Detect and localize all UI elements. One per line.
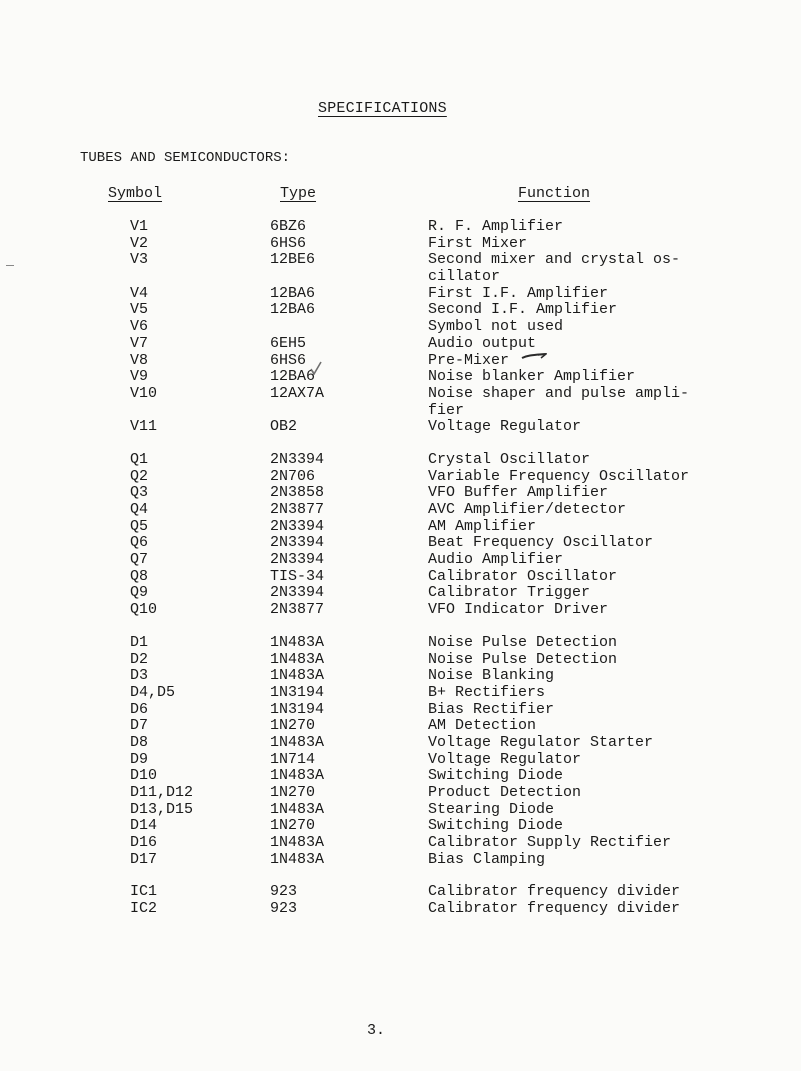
type-cell: 1N714 xyxy=(270,750,316,768)
table-row xyxy=(0,901,801,918)
type-cell: 923 xyxy=(270,900,298,918)
table-row xyxy=(0,585,801,602)
table-row xyxy=(0,685,801,702)
type-cell: 12BE6 xyxy=(270,251,316,269)
table-row xyxy=(0,735,801,752)
function-cell: Calibrator Supply Rectifier xyxy=(428,834,672,852)
symbol-cell: D2 xyxy=(130,650,149,668)
symbol-cell: V6 xyxy=(130,318,149,336)
table-row xyxy=(0,535,801,552)
table-row xyxy=(0,785,801,802)
table-row xyxy=(0,452,801,469)
symbol-cell: V1 xyxy=(130,218,149,235)
function-cell: R. F. Amplifier xyxy=(428,218,564,235)
type-cell: 1N270 xyxy=(270,784,316,802)
type-cell: 1N483A xyxy=(270,733,325,751)
function-cell: Switching Diode xyxy=(428,767,564,785)
type-cell: 1N483A xyxy=(270,650,325,668)
table-row xyxy=(0,802,801,819)
page-number: 3. xyxy=(367,1022,386,1039)
function-cell: Voltage Regulator Starter xyxy=(428,733,654,751)
type-cell: 1N483A xyxy=(270,834,325,852)
symbol-cell: V4 xyxy=(130,284,149,302)
type-cell: 2N3394 xyxy=(270,584,325,602)
table-row xyxy=(0,336,801,353)
function-cell: Noise blanker Amplifier xyxy=(428,368,636,386)
type-cell: 12BA6 xyxy=(270,301,316,319)
type-cell: 2N3858 xyxy=(270,484,325,502)
column-header-type: Type xyxy=(280,185,317,202)
table-row xyxy=(0,302,801,319)
symbol-cell: V8 xyxy=(130,351,149,369)
type-cell: 2N3394 xyxy=(270,517,325,535)
function-cell: Pre-Mixer xyxy=(428,351,510,369)
symbol-cell: D7 xyxy=(130,717,149,735)
table-row xyxy=(0,718,801,735)
function-cell: Noise Pulse Detection xyxy=(428,633,618,651)
table-row xyxy=(0,702,801,719)
type-cell: 923 xyxy=(270,883,298,901)
table-row xyxy=(0,835,801,852)
table-row xyxy=(0,818,801,835)
function-cell: Bias Rectifier xyxy=(428,700,555,718)
symbol-cell: V3 xyxy=(130,251,149,269)
table-row xyxy=(0,635,801,652)
function-cell: Noise shaper and pulse ampli- fier xyxy=(428,384,690,419)
symbol-cell: Q1 xyxy=(130,450,149,468)
function-cell: Calibrator frequency divider xyxy=(428,883,681,901)
check-mark-icon xyxy=(310,361,322,375)
symbol-cell: Q4 xyxy=(130,501,149,519)
symbol-cell: D6 xyxy=(130,700,149,718)
type-cell: 2N706 xyxy=(270,467,316,485)
table-row xyxy=(0,469,801,486)
type-cell: 6EH5 xyxy=(270,334,307,352)
symbol-cell: Q6 xyxy=(130,534,149,552)
type-cell: 2N3394 xyxy=(270,534,325,552)
page-title: SPECIFICATIONS xyxy=(318,100,447,117)
table-group xyxy=(0,219,801,436)
table-row xyxy=(0,752,801,769)
function-cell: Crystal Oscillator xyxy=(428,450,591,468)
function-cell: VFO Indicator Driver xyxy=(428,601,609,619)
function-cell: First Mixer xyxy=(428,234,528,252)
table-group xyxy=(0,452,801,619)
type-cell: 1N483A xyxy=(270,767,325,785)
symbol-cell: D9 xyxy=(130,750,149,768)
table-row xyxy=(0,569,801,586)
symbol-cell: D16 xyxy=(130,834,158,852)
symbol-cell: D10 xyxy=(130,767,158,785)
column-header-function: Function xyxy=(518,185,591,202)
type-cell: 1N483A xyxy=(270,850,325,868)
type-cell: 1N3194 xyxy=(270,683,325,701)
function-cell: Noise Blanking xyxy=(428,667,555,685)
function-cell: B+ Rectifiers xyxy=(428,683,546,701)
symbol-cell: V7 xyxy=(130,334,149,352)
type-cell: TIS-34 xyxy=(270,567,325,585)
pen-mark-icon xyxy=(521,353,547,361)
table-row xyxy=(0,353,801,370)
function-cell: Audio Amplifier xyxy=(428,551,564,569)
symbol-cell: IC2 xyxy=(130,900,158,918)
type-cell: OB2 xyxy=(270,418,298,436)
type-cell: 1N483A xyxy=(270,633,325,651)
table-row xyxy=(0,319,801,336)
table-row xyxy=(0,252,801,285)
function-cell: Second I.F. Amplifier xyxy=(428,301,618,319)
table-row xyxy=(0,236,801,253)
table-row xyxy=(0,386,801,419)
section-heading: TUBES AND SEMICONDUCTORS: xyxy=(80,150,291,166)
function-cell: Second mixer and crystal os- cillator xyxy=(428,251,681,286)
symbol-cell: Q10 xyxy=(130,601,158,619)
spec-table xyxy=(0,219,801,934)
type-cell: 1N483A xyxy=(270,667,325,685)
symbol-cell: D13,D15 xyxy=(130,800,194,818)
type-cell: 6BZ6 xyxy=(270,218,307,235)
type-cell: 1N3194 xyxy=(270,700,325,718)
function-cell: Noise Pulse Detection xyxy=(428,650,618,668)
column-header-symbol: Symbol xyxy=(108,185,163,202)
table-row xyxy=(0,502,801,519)
table-row xyxy=(0,884,801,901)
table-row xyxy=(0,668,801,685)
symbol-cell: Q2 xyxy=(130,467,149,485)
type-cell: 2N3394 xyxy=(270,551,325,569)
symbol-cell: D17 xyxy=(130,850,158,868)
table-row xyxy=(0,852,801,869)
symbol-cell: D3 xyxy=(130,667,149,685)
function-cell: Calibrator frequency divider xyxy=(428,900,681,918)
type-cell: 2N3394 xyxy=(270,450,325,468)
table-row xyxy=(0,602,801,619)
function-cell: Switching Diode xyxy=(428,817,564,835)
type-cell: 6HS6 xyxy=(270,234,307,252)
symbol-cell: V5 xyxy=(130,301,149,319)
type-cell: 1N270 xyxy=(270,817,316,835)
table-group xyxy=(0,884,801,917)
function-cell: First I.F. Amplifier xyxy=(428,284,609,302)
function-cell: Beat Frequency Oscillator xyxy=(428,534,654,552)
type-cell: 1N483A xyxy=(270,800,325,818)
table-row xyxy=(0,768,801,785)
type-cell: 12BA6 xyxy=(270,368,316,386)
table-row xyxy=(0,552,801,569)
function-cell: AVC Amplifier/detector xyxy=(428,501,627,519)
function-cell: Variable Frequency Oscillator xyxy=(428,467,690,485)
function-cell: VFO Buffer Amplifier xyxy=(428,484,609,502)
table-row xyxy=(0,652,801,669)
type-cell: 12BA6 xyxy=(270,284,316,302)
symbol-cell: V9 xyxy=(130,368,149,386)
symbol-cell: Q5 xyxy=(130,517,149,535)
symbol-cell: V11 xyxy=(130,418,158,436)
symbol-cell: V10 xyxy=(130,384,158,402)
table-row xyxy=(0,369,801,386)
table-row xyxy=(0,219,801,236)
symbol-cell: Q3 xyxy=(130,484,149,502)
symbol-cell: D14 xyxy=(130,817,158,835)
function-cell: Voltage Regulator xyxy=(428,418,582,436)
function-cell: Bias Clamping xyxy=(428,850,546,868)
function-cell: Audio output xyxy=(428,334,537,352)
symbol-cell: Q9 xyxy=(130,584,149,602)
type-cell: 2N3877 xyxy=(270,501,325,519)
function-cell: Stearing Diode xyxy=(428,800,555,818)
type-cell: 2N3877 xyxy=(270,601,325,619)
symbol-cell: D11,D12 xyxy=(130,784,194,802)
symbol-cell: V2 xyxy=(130,234,149,252)
function-cell: Voltage Regulator xyxy=(428,750,582,768)
symbol-cell: Q8 xyxy=(130,567,149,585)
function-cell: AM Detection xyxy=(428,717,537,735)
symbol-cell: D4,D5 xyxy=(130,683,176,701)
symbol-cell: D8 xyxy=(130,733,149,751)
symbol-cell: D1 xyxy=(130,633,149,651)
type-cell: 12AX7A xyxy=(270,384,325,402)
function-cell: Calibrator Trigger xyxy=(428,584,591,602)
table-row xyxy=(0,485,801,502)
function-cell: Product Detection xyxy=(428,784,582,802)
table-group xyxy=(0,635,801,869)
type-cell: 1N270 xyxy=(270,717,316,735)
table-row xyxy=(0,286,801,303)
table-row xyxy=(0,519,801,536)
type-cell: 6HS6 xyxy=(270,351,307,369)
symbol-cell: Q7 xyxy=(130,551,149,569)
function-cell: Symbol not used xyxy=(428,318,564,336)
symbol-cell: IC1 xyxy=(130,883,158,901)
function-cell: Calibrator Oscillator xyxy=(428,567,618,585)
function-cell: AM Amplifier xyxy=(428,517,537,535)
table-row xyxy=(0,419,801,436)
